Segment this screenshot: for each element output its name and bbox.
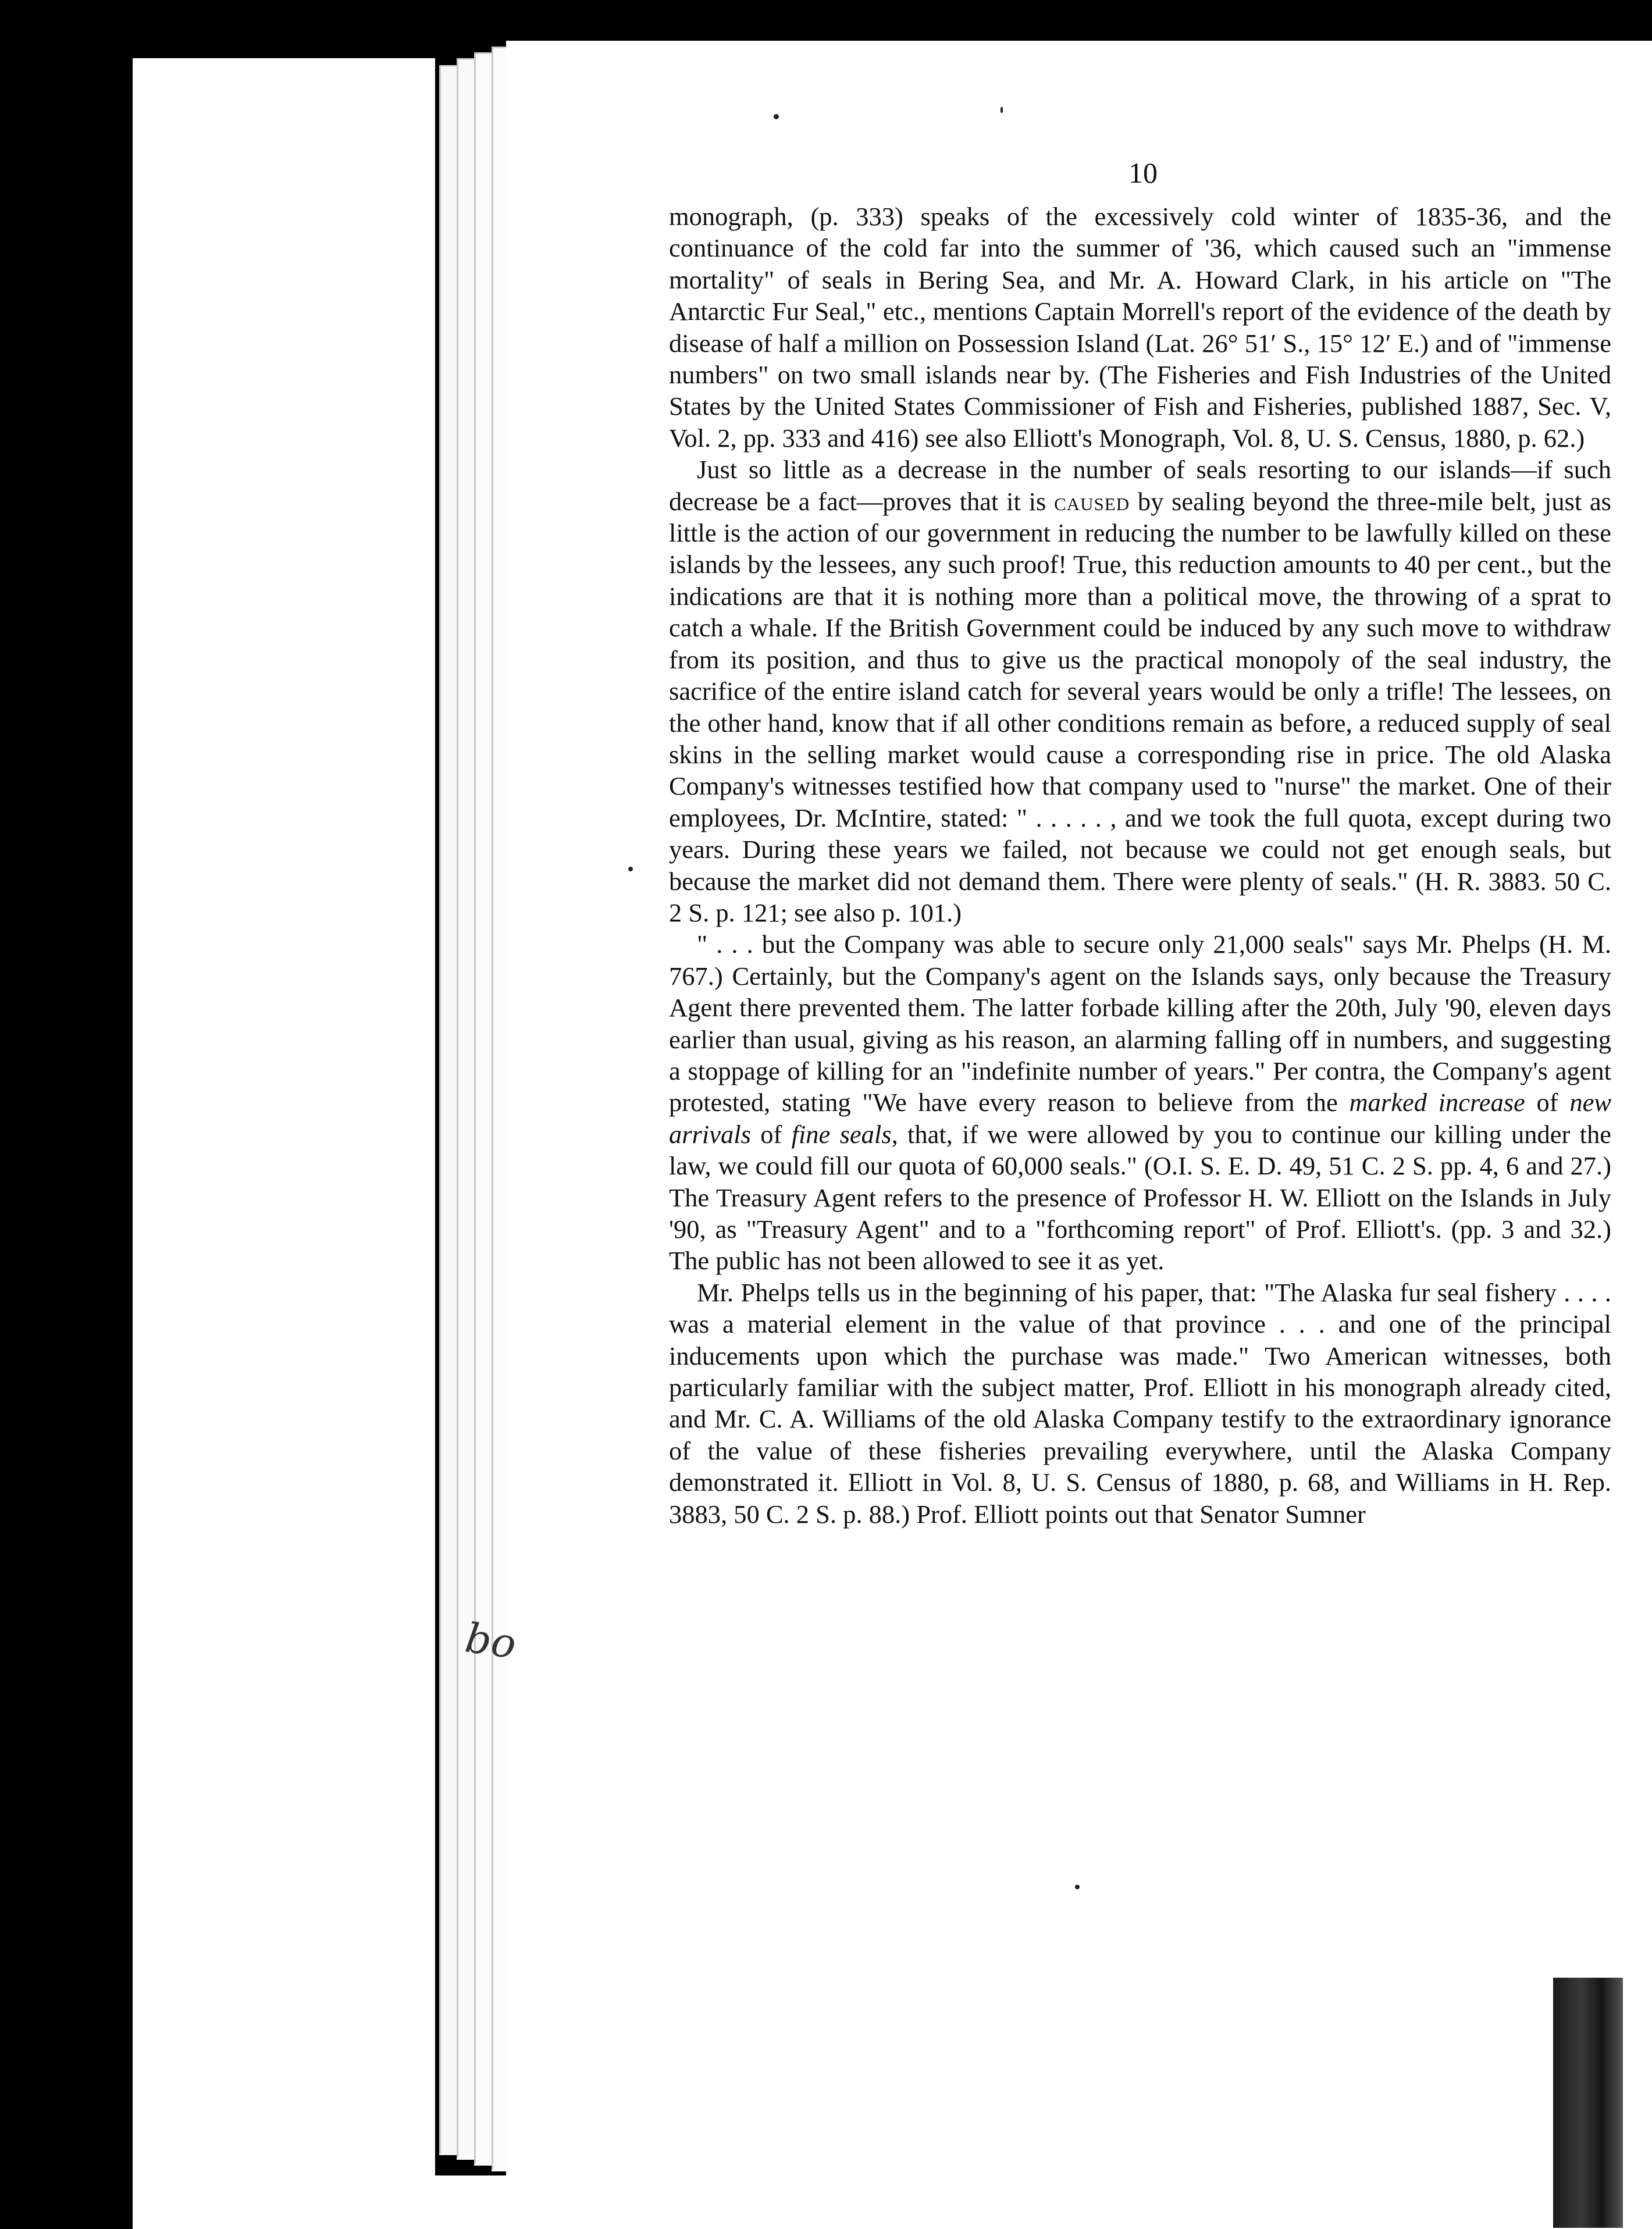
page-edge-line [492,47,493,2170]
scan-speck [628,867,633,871]
text-run: , that, if we were allowed by you to continue our killing under the law, we could fill our quota of 60,000 seals." (O.I. S. E. D. 49, 51 C. 2 S. pp. 4, 6 and 27.) The Treasury Agent refers to the presence of Professor H. W. Elliott on the Islands in July '90, as "Treasury Agent" and to a "forthcoming report" of Prof. Elliott's. (pp. 3 and 32.) The public has not been allowed to see it as yet. [669,1119,1611,1276]
scan-speck [1001,107,1003,113]
page-edge-line [439,65,441,2153]
italic-text: new arrivals [669,1088,1611,1149]
page-number: 10 [1128,156,1158,189]
page-edge-line [474,52,476,2164]
left-page-margin [133,58,435,2175]
text-run: of [1525,1088,1570,1117]
scan-speck [1075,1885,1080,1889]
page-edge-line [457,58,458,2158]
scan-speck [774,114,779,119]
margin-pencil-note: bo [462,1614,519,1668]
text-run: " . . . but the Company was able to secure only 21,000 seals" says Mr. Phelps (H. M. 767.) Certainly, but the Company's agent on the Islands says, only because the Treasury Agent there prevented them. The latter forbade killing after the 20th, July '90, eleven days earlier than usual, giving as his reason, an alarming falling off in numbers, and suggesting a stoppage of killing for an "indefinite number of years." Per contra, the Company's agent protested, stating "We have every reason to believe from the [669,930,1611,1117]
scan-bottom-margin [133,2175,1652,2229]
text-run: of [750,1119,792,1149]
small-caps-text: caused [1054,486,1130,516]
text-run: Mr. Phelps tells us in the beginning of his paper, that: "The Alaska fur seal fishery . . . . was a material element in the value of that province . . . and one of the principal inducements upon which the purchase was made." Two American witnesses, both particularly familiar with the subject matter, Prof. Elliott in his monograph already cited, and Mr. C. A. Williams of the old Alaska Company testify to the extraordinary ignorance of the value of these fisheries prevailing everywhere, until the Alaska Company demonstrated it. Elliott in Vol. 8, U. S. Census of 1880, p. 68, and Williams in H. Rep. 3883, 50 C. 2 S. p. 88.) Prof. Elliott points out that Senator Sumner [669,1277,1611,1529]
paragraph [669,928,1611,1276]
scan-dark-blot [1553,1978,1623,2228]
text-run: monograph, (p. 333) speaks of the excessively cold winter of 1835-36, and the continuance of the cold far into the summer of '36, which caused such an "immense mortality" of seals in Bering Sea, and Mr. A. Howard Clark, in his article on "The Antarctic Fur Seal," etc., mentions Captain Morrell's report of the evidence of the death by disease of half a million on Possession Island (Lat. 26° 51′ S., 15° 12′ E.) and of "immense numbers" on two small islands near by. (The Fisheries and Fish Industries of the United States by the United States Commissioner of Fish and Fisheries, published 1887, Sec. V, Vol. 2, pp. 333 and 416) see also Elliott's Monograph, Vol. 8, U. S. Census, 1880, p. 62.) [669,202,1611,453]
paragraph [669,1277,1611,1530]
italic-text: marked increase [1349,1088,1525,1117]
text-run: Just so little as a decrease in the number of seals resorting to our islands—if such decrease be a fact—proves that it is [669,455,1611,516]
paragraph [669,454,1611,928]
italic-text: fine seals [791,1119,892,1149]
paragraph [669,201,1611,454]
body-text [669,201,1611,1530]
text-run: by sealing beyond the three-mile belt, just as little is the action of our government in reducing the number to be lawfully killed on these islands by the lessees, any such proof! True, this reduction amounts to 40 per cent., but the indications are that it is nothing more than a political move, the throwing of a sprat to catch a whale. If the British Government could be induced by any such move to withdraw from its position, and thus to give us the practical monopoly of the seal industry, the sacrifice of the entire island catch for several years would be only a trifle! The lessees, on the other hand, know that if all other conditions remain as before, a reduced supply of seal skins in the selling market would cause a corresponding rise in price. The old Alaska Company's witnesses testified how that company used to "nurse" the market. One of their employees, Dr. McIntire, stated: " . . . . . , and we took the full quota, except during two years. During these years we failed, not because we could not get enough seals, but because the market did not demand them. There were plenty of seals." (H. R. 3883. 50 C. 2 S. p. 121; see also p. 101.) [669,486,1611,927]
